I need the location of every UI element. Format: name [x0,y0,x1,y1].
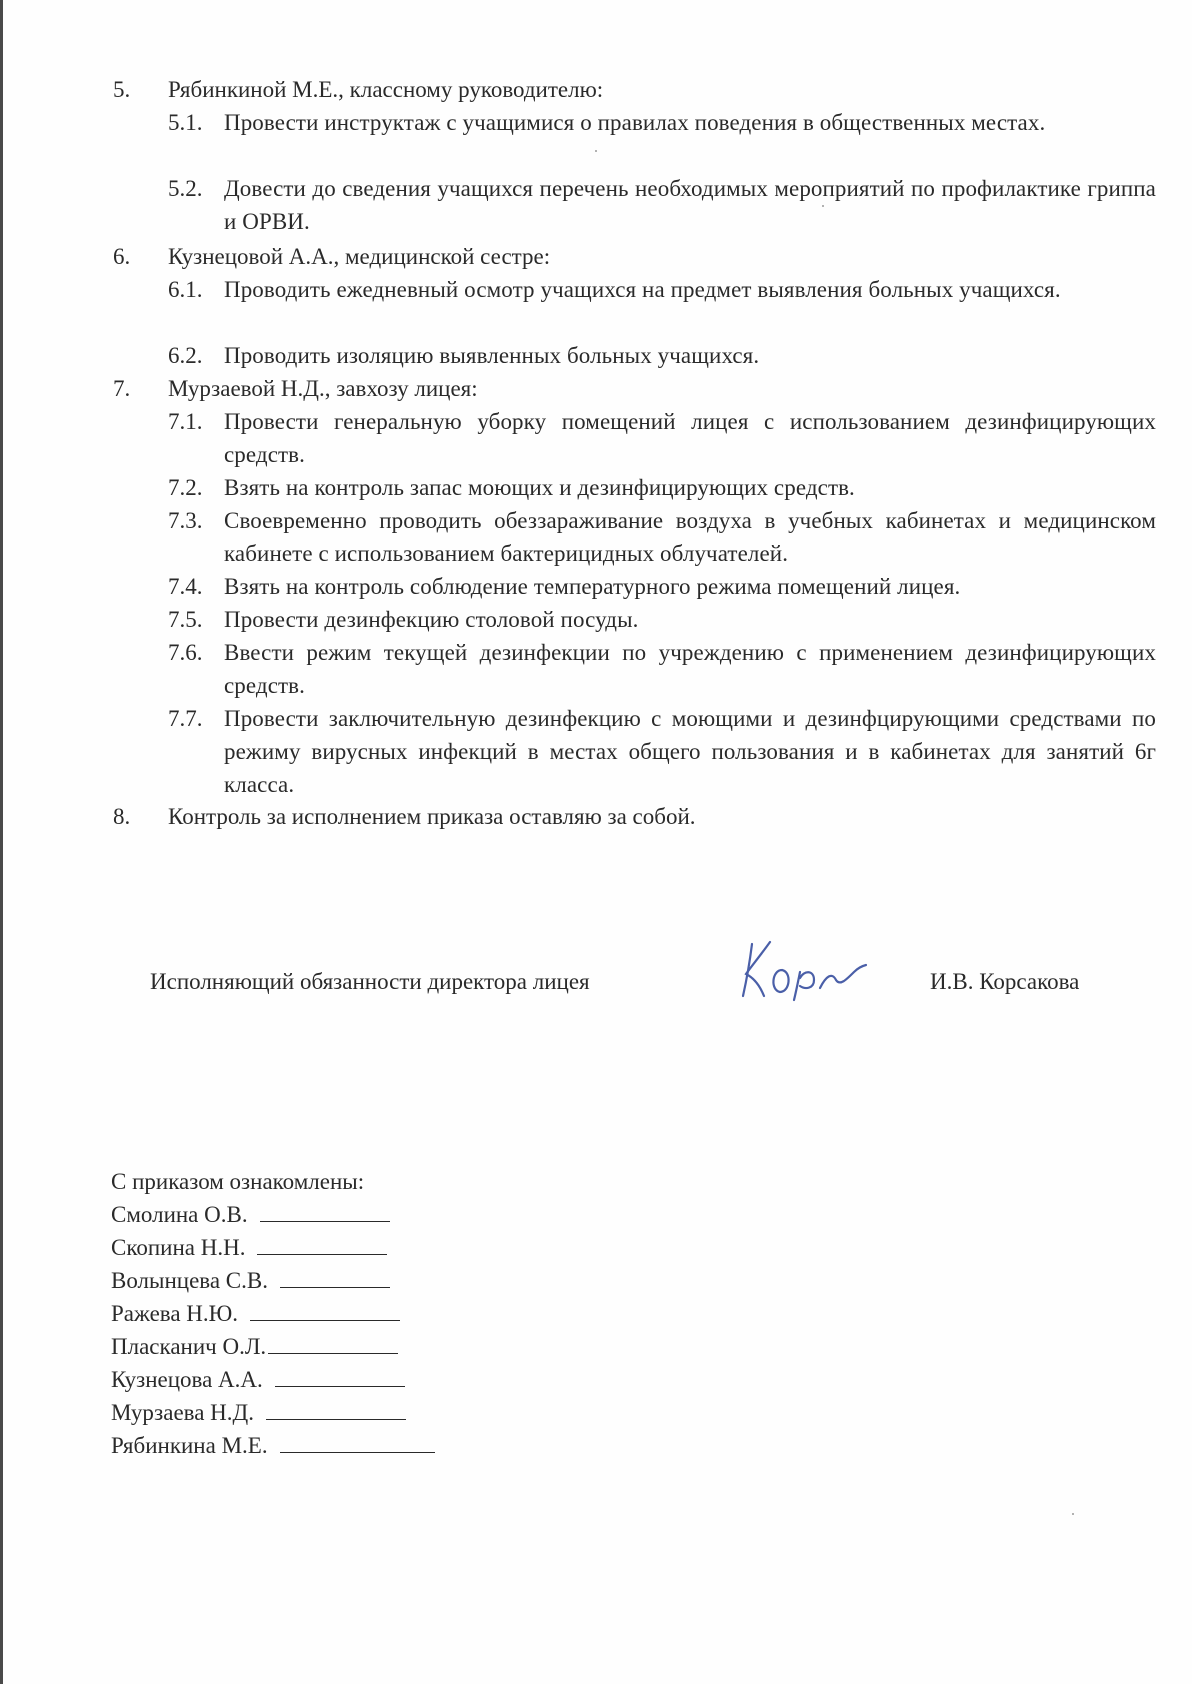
subitem-number: 5.2. [168,176,203,201]
subitem-number: 7.4. [168,574,203,599]
subitem-text: Довести до сведения учащихся перечень необходимых мероприятий по профилактике гриппа и ОРВИ. [224,176,1156,234]
acknowledgement-name: Волынцева С.В. [111,1268,268,1293]
acknowledgement-row [111,1330,398,1363]
subitem [168,106,1156,139]
item-heading: Рябинкиной М.Е., классному руководителю: [168,77,604,102]
signature-line [275,1364,405,1387]
acknowledgement-row [111,1363,405,1396]
acknowledgement-row [111,1396,406,1429]
subitem-number: 5.1. [168,110,203,135]
signer-name: И.В. Корсакова [930,969,1080,994]
subitem [168,504,1156,570]
subitem-number: 7.5. [168,607,203,632]
signature-line [260,1199,390,1222]
subitem-text: Своевременно проводить обеззараживание воздуха в учебных кабинетах и медицинском кабинете с использованием бактерицидных облучателей. [224,508,1156,566]
subitem-number: 7.7. [168,706,203,731]
subitem [168,405,1156,471]
subitem-text: Провести заключительную дезинфекцию с моющими и дезинфцирующими средствами по режиму вирусных инфекций в местах общего пользования и в кабинетах для занятий 6г класса. [224,706,1156,797]
signature-line [280,1430,435,1453]
item-number: 6. [113,244,131,269]
item-number: 8. [113,804,131,829]
acknowledgement-row [111,1231,387,1264]
subitem [168,471,1156,504]
subitem [168,636,1156,702]
signature-line [280,1265,390,1288]
item-heading: Кузнецовой А.А., медицинской сестре: [168,244,551,269]
signature-line [268,1331,398,1354]
subitem [168,339,1156,372]
subitem-text: Провести инструктаж с учащимися о правилах поведения в общественных местах. [224,110,1046,135]
acknowledgement-name: Мурзаева Н.Д. [111,1400,254,1425]
acknowledgement-name: Смолина О.В. [111,1202,248,1227]
subitem-text: Провести генеральную уборку помещений лицея с использованием дезинфицирующих средств. [224,409,1156,467]
subitem-number: 6.1. [168,277,203,302]
subitem-number: 7.3. [168,508,203,533]
subitem-number: 7.1. [168,409,203,434]
subitem-text: Провести дезинфекцию столовой посуды. [224,607,639,632]
signature-line [257,1232,387,1255]
signer-title: Исполняющий обязанности директора лицея [150,969,590,994]
subitem-text: Ввести режим текущей дезинфекции по учреждению с применением дезинфицирующих средств. [224,640,1156,698]
item-number: 7. [113,376,131,401]
scan-speck [1072,1513,1074,1515]
item-number: 5. [113,77,131,102]
subitem [168,273,1156,306]
subitem [168,702,1156,801]
acknowledgement-name: Рябинкина М.Е. [111,1433,268,1458]
subitem [168,603,1156,636]
subitem [168,570,1156,603]
acknowledgement-row [111,1264,390,1297]
acknowledgement-title: С приказом ознакомлены: [111,1169,365,1194]
signature-line [250,1298,400,1321]
acknowledgement-name: Ражева Н.Ю. [111,1301,239,1326]
acknowledgement-row [111,1429,435,1462]
acknowledgement-row [111,1198,390,1231]
acknowledgement-name: Кузнецова А.А. [111,1367,263,1392]
scan-speck [595,150,597,152]
subitem-text: Взять на контроль запас моющих и дезинфицирующих средств. [224,475,855,500]
subitem [168,172,1156,238]
acknowledgement-row [111,1297,400,1330]
scan-speck [822,205,824,207]
acknowledgement-name: Пласканич О.Л. [111,1334,267,1359]
signature-line [266,1397,406,1420]
subitem-number: 7.6. [168,640,203,665]
item-heading: Мурзаевой Н.Д., завхозу лицея: [168,376,478,401]
subitem-text: Проводить изоляцию выявленных больных учащихся. [224,343,760,368]
subitem-number: 7.2. [168,475,203,500]
acknowledgement-name: Скопина Н.Н. [111,1235,246,1260]
item-heading: Контроль за исполнением приказа оставляю за собой. [168,804,696,829]
handwritten-signature [730,930,870,1005]
subitem-text: Проводить ежедневный осмотр учащихся на предмет выявления больных учащихся. [224,277,1061,302]
scan-left-edge [0,0,3,1684]
subitem-text: Взять на контроль соблюдение температурного режима помещений лицея. [224,574,961,599]
subitem-number: 6.2. [168,343,203,368]
